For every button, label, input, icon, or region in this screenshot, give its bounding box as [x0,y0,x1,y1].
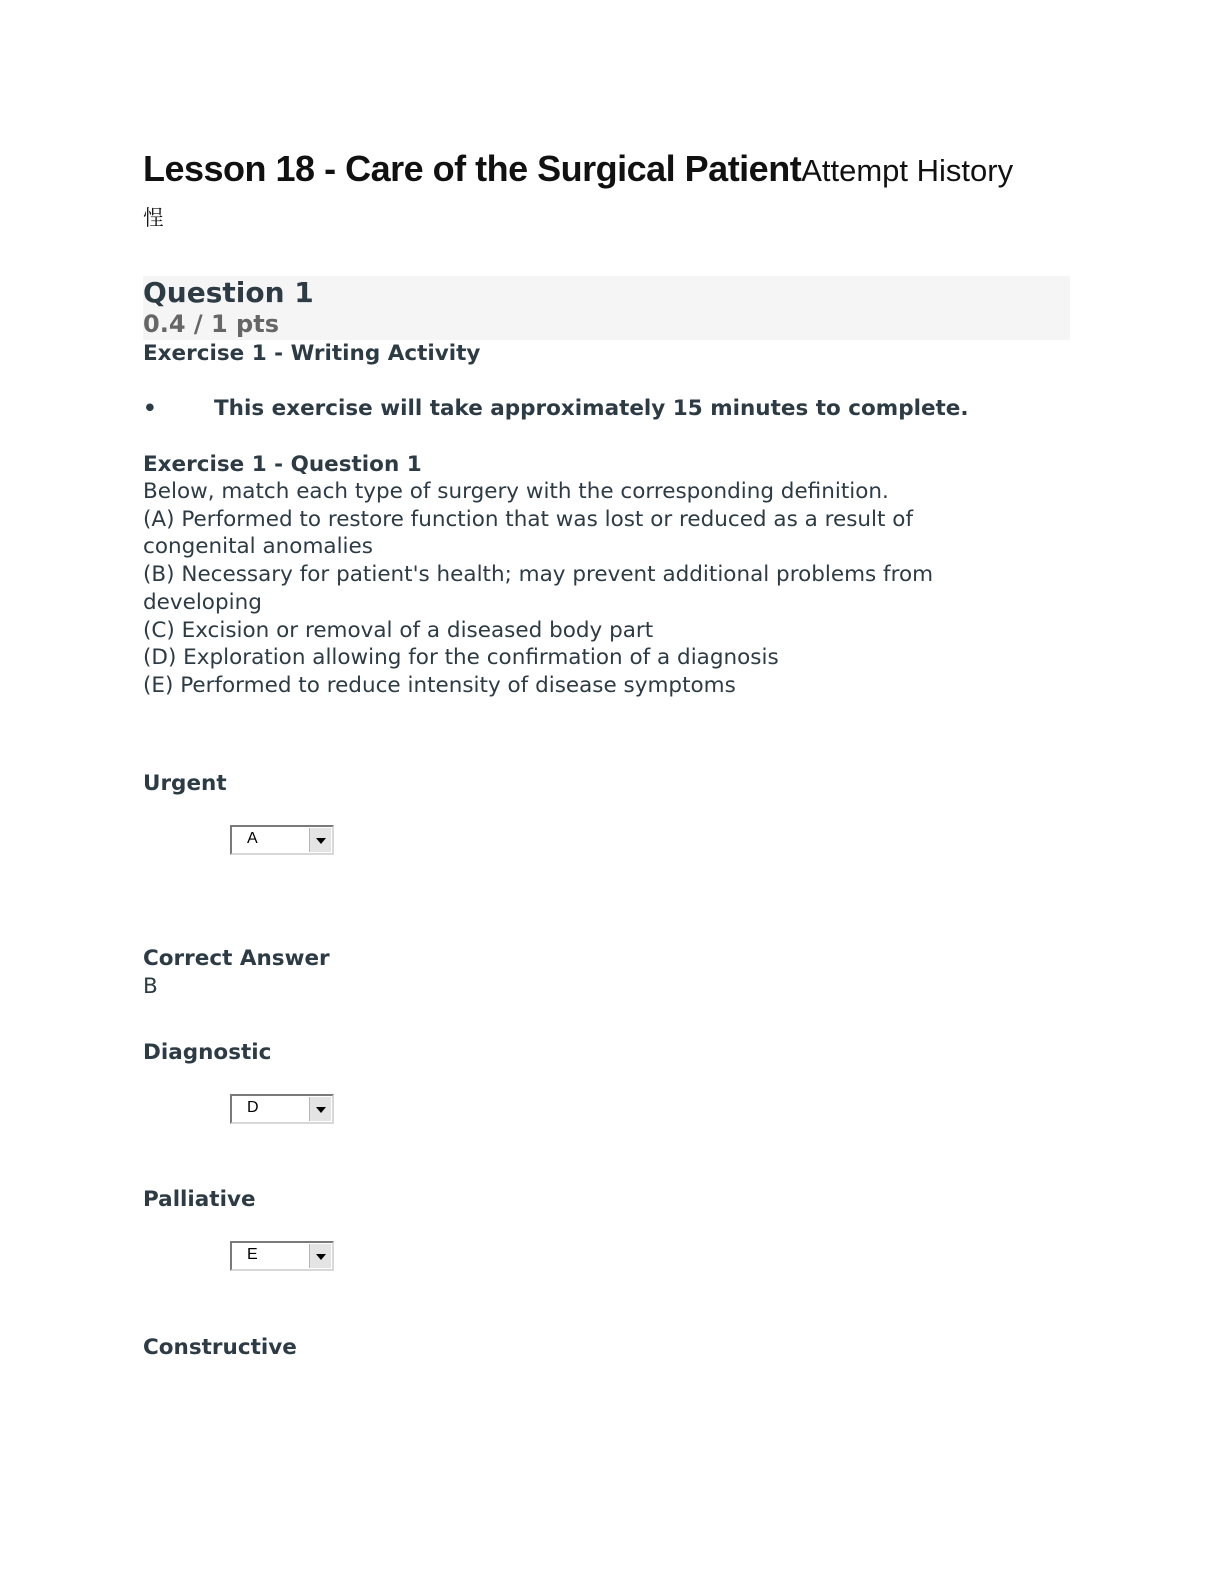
bullet-text: This exercise will take approximately 15 minutes to complete. [214,396,969,421]
question-points: 0.4 / 1 pts [143,310,279,338]
bullet-dot: • [143,396,157,421]
chevron-down-icon [316,1254,326,1260]
correct-answer-value: B [143,974,158,999]
page-title: Lesson 18 - Care of the Surgical Patient [143,148,802,189]
palliative-select[interactable] [230,1241,334,1271]
page-title-line [143,148,1013,190]
question-line: congenital anomalies [143,534,373,560]
question-line: (C) Excision or removal of a diseased body part [143,617,654,643]
question-line: developing [143,589,262,615]
chevron-down-icon [316,1107,326,1113]
question-body [143,478,1043,700]
palliative-label: Palliative [143,1187,256,1212]
question-line: Below, match each type of surgery with the corresponding definition. [143,479,889,504]
urgent-selected-value: A [247,830,258,847]
diagnostic-select[interactable] [230,1094,334,1124]
diagnostic-label: Diagnostic [143,1040,272,1065]
question-title: Question 1 [143,276,314,309]
urgent-select[interactable] [230,825,334,855]
bullet-item [143,394,969,424]
palliative-selected-value: E [247,1246,258,1263]
diagnostic-selected-value: D [247,1099,259,1116]
question-line: (D) Exploration allowing for the confirmation of a diagnosis [143,645,779,671]
exercise-heading: Exercise 1 - Writing Activity [143,341,481,366]
constructive-label: Constructive [143,1335,297,1360]
sub-heading: Exercise 1 - Question 1 [143,452,422,477]
correct-answer-label: Correct Answer [143,946,330,971]
dropdown-button[interactable] [309,1097,331,1121]
dropdown-button[interactable] [309,1244,331,1268]
question-line: (E) Performed to reduce intensity of disease symptoms [143,672,736,698]
attempt-history-link[interactable]: Attempt History [801,153,1014,188]
question-line: (A) Performed to restore function that was lost or reduced as a result of [143,506,914,532]
question-line: (B) Necessary for patient's health; may prevent additional problems from [143,562,934,588]
chevron-down-icon [316,838,326,844]
dropdown-button[interactable] [309,828,331,852]
header-glyph: 悜 [143,206,164,230]
urgent-label: Urgent [143,771,227,796]
